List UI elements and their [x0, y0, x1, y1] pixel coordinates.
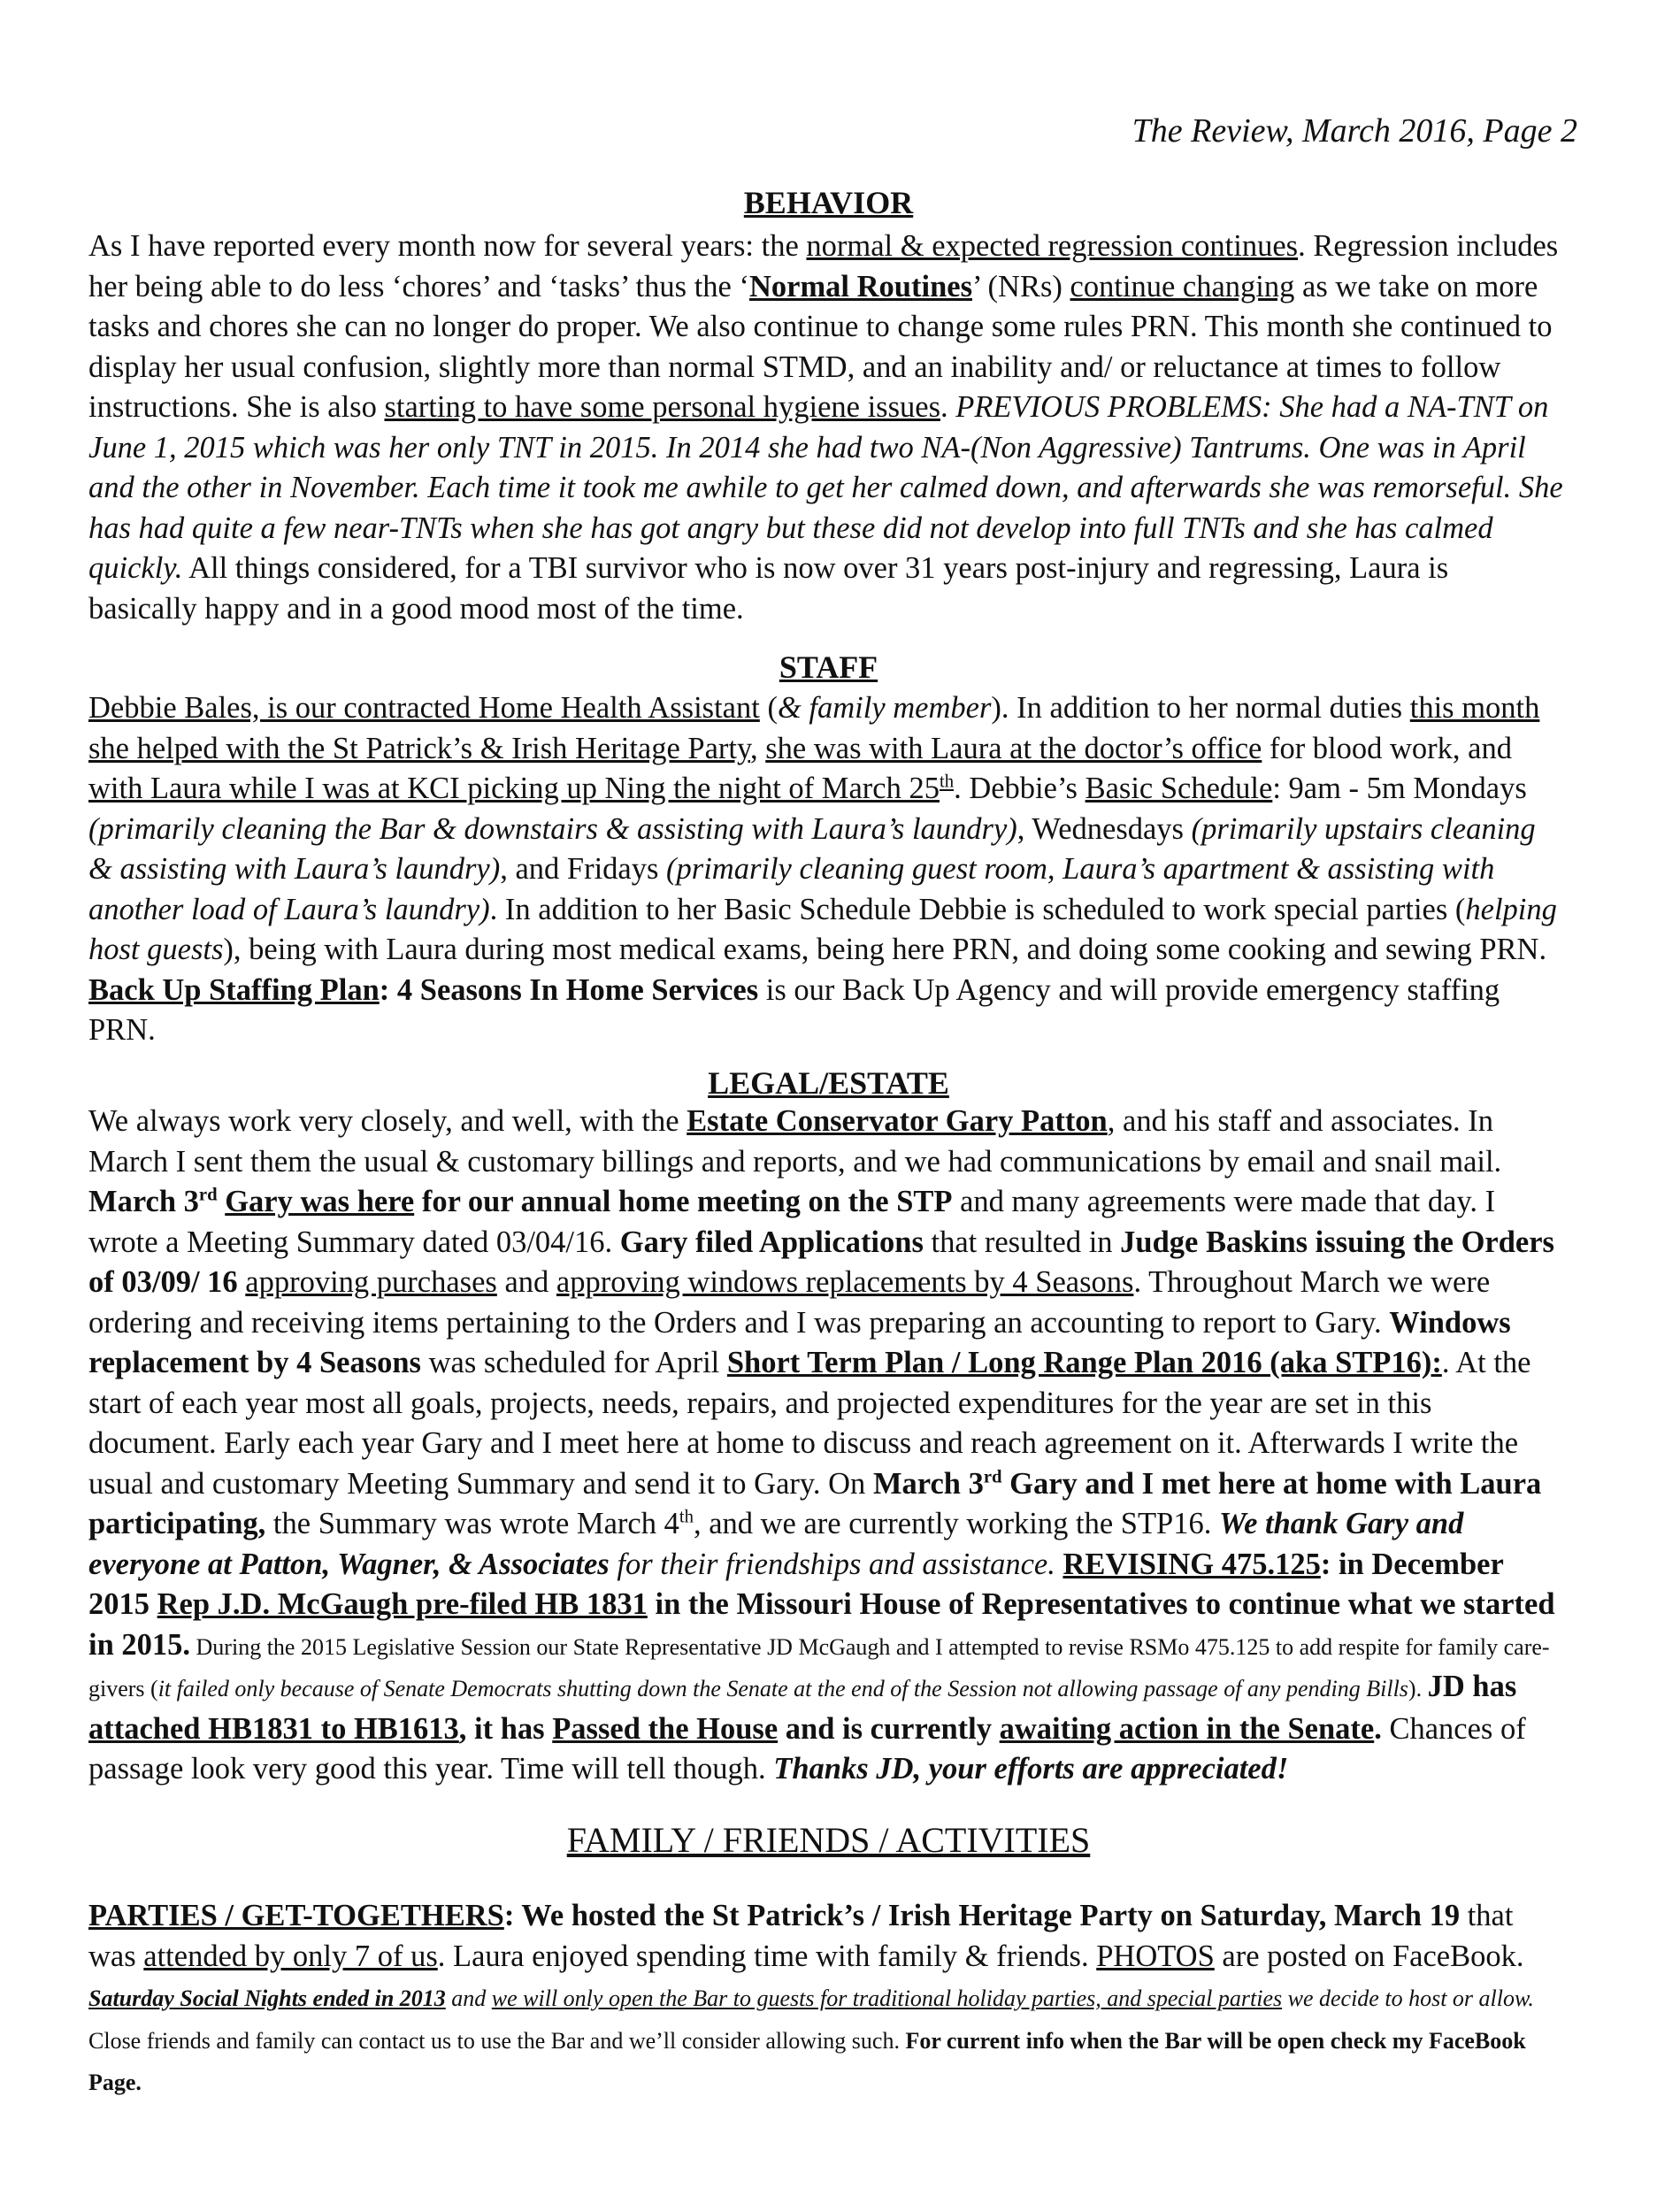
behavior-paragraph: As I have reported every month now for several years: the normal & expected regression continues. Regression includes her being able to do less ‘chores’ and ‘tasks’ thus the ‘Normal Routines’ (NRs) continue changing as we take on more tasks and chores she can no longer do proper. We also continue to change some rules PRN. This month she continued to display her usual confusion, slightly more than normal STMD, and an inability and/ or reluctance at times to follow instructions. She is also starting to have some personal hygiene issues. PREVIOUS PROBLEMS: She had a NA-TNT on June 1, 2015 which was her only TNT in 2015. In 2014 she had two NA-(Non Aggressive) Tantrums. One was in April and the other in November. Each time it took me awhile to get her calmed down, and afterwards she was remorseful. She has had quite a few near-TNTs when she has got angry but these did not develop into full TNTs and she has calmed quickly. All things considered, for a TBI survivor who is now over 31 years post-injury and regressing, Laura is basically happy and in a good mood most of the time. — [88, 229, 1563, 626]
running-header: The Review, March 2016, Page 2 — [1132, 112, 1577, 150]
staff-heading: STAFF — [779, 649, 878, 685]
legal-estate-heading: LEGAL/ESTATE — [708, 1065, 949, 1101]
family-friends-activities-heading: FAMILY / FRIENDS / ACTIVITIES — [566, 1820, 1091, 1860]
legal-estate-paragraph: We always work very closely, and well, with the Estate Conservator Gary Patton, and his staff and associates. In March I sent them the usual & customary billings and reports, and we had communications by email and snail mail. March 3rd Gary was here for our annual home meeting on the STP and many agreements were made that day. I wrote a Meeting Summary dated 03/04/16. Gary filed Applications that resulted in Judge Baskins issuing the Orders of 03/09/ 16 approving purchases and approving windows replacements by 4 Seasons. Throughout March we were ordering and receiving items pertaining to the Orders and I was preparing an accounting to report to Gary. Windows replacement by 4 Seasons was scheduled for April Short Term Plan / Long Range Plan 2016 (aka STP16):. At the start of each year most all goals, projects, needs, repairs, and projected expenditures for the year are set in this document. Early each year Gary and I meet here at home to discuss and reach agreement on it. Afterwards I write the usual and customary Meeting Summary and send it to Gary. On March 3rd Gary and I met here at home with Laura participating, the Summary was wrote March 4th, and we are currently working the STP16. We thank Gary and everyone at Patton, Wagner, & Associates for their friendships and assistance. REVISING 475.125: in December 2015 Rep J.D. McGaugh pre-filed HB 1831 in the Missouri House of Representatives to continue what we started in 2015. During the 2015 Legislative Session our State Representative JD McGaugh and I attempted to revise RSMo 475.125 to add respite for family care-givers (it failed only because of Senate Democrats shutting down the Senate at the end of the Session not allowing passage of any pending Bills). JD has attached HB1831 to HB1613, it has Passed the House and is currently awaiting action in the Senate. Chances of passage look very good this year. Time will tell though. Thanks JD, your efforts are appreciated! — [88, 1104, 1555, 1786]
staff-paragraph: Debbie Bales, is our contracted Home Health Assistant (& family member). In addition to her normal duties this month she helped with the St Patrick’s & Irish Heritage Party, she was with Laura at the doctor’s office for blood work, and with Laura while I was at KCI picking up Ning the night of March 25th. Debbie’s Basic Schedule: 9am - 5m Mondays (primarily cleaning the Bar & downstairs & assisting with Laura’s laundry), Wednesdays (primarily upstairs cleaning & assisting with Laura’s laundry), and Fridays (primarily cleaning guest room, Laura’s apartment & assisting with another load of Laura’s laundry). In addition to her Basic Schedule Debbie is scheduled to work special parties (helping host guests), being with Laura during most medical exams, being here PRN, and doing some cooking and sewing PRN. Back Up Staffing Plan: 4 Seasons In Home Services is our Back Up Agency and will provide emergency staffing PRN. — [88, 691, 1557, 1047]
behavior-heading: BEHAVIOR — [743, 185, 914, 220]
family-paragraph: PARTIES / GET-TOGETHERS: We hosted the St Patrick’s / Irish Heritage Party on Saturday, March 19 that was attended by only 7 of us. Laura enjoyed spending time with family & friends. PHOTOS are posted on FaceBook. Saturday Social Nights ended in 2013 and we will only open the Bar to guests for traditional holiday parties, and special parties we decide to host or allow. Close friends and family can contact us to use the Bar and we’ll consider allowing such. For current info when the Bar will be open check my FaceBook Page. — [88, 1899, 1534, 2095]
